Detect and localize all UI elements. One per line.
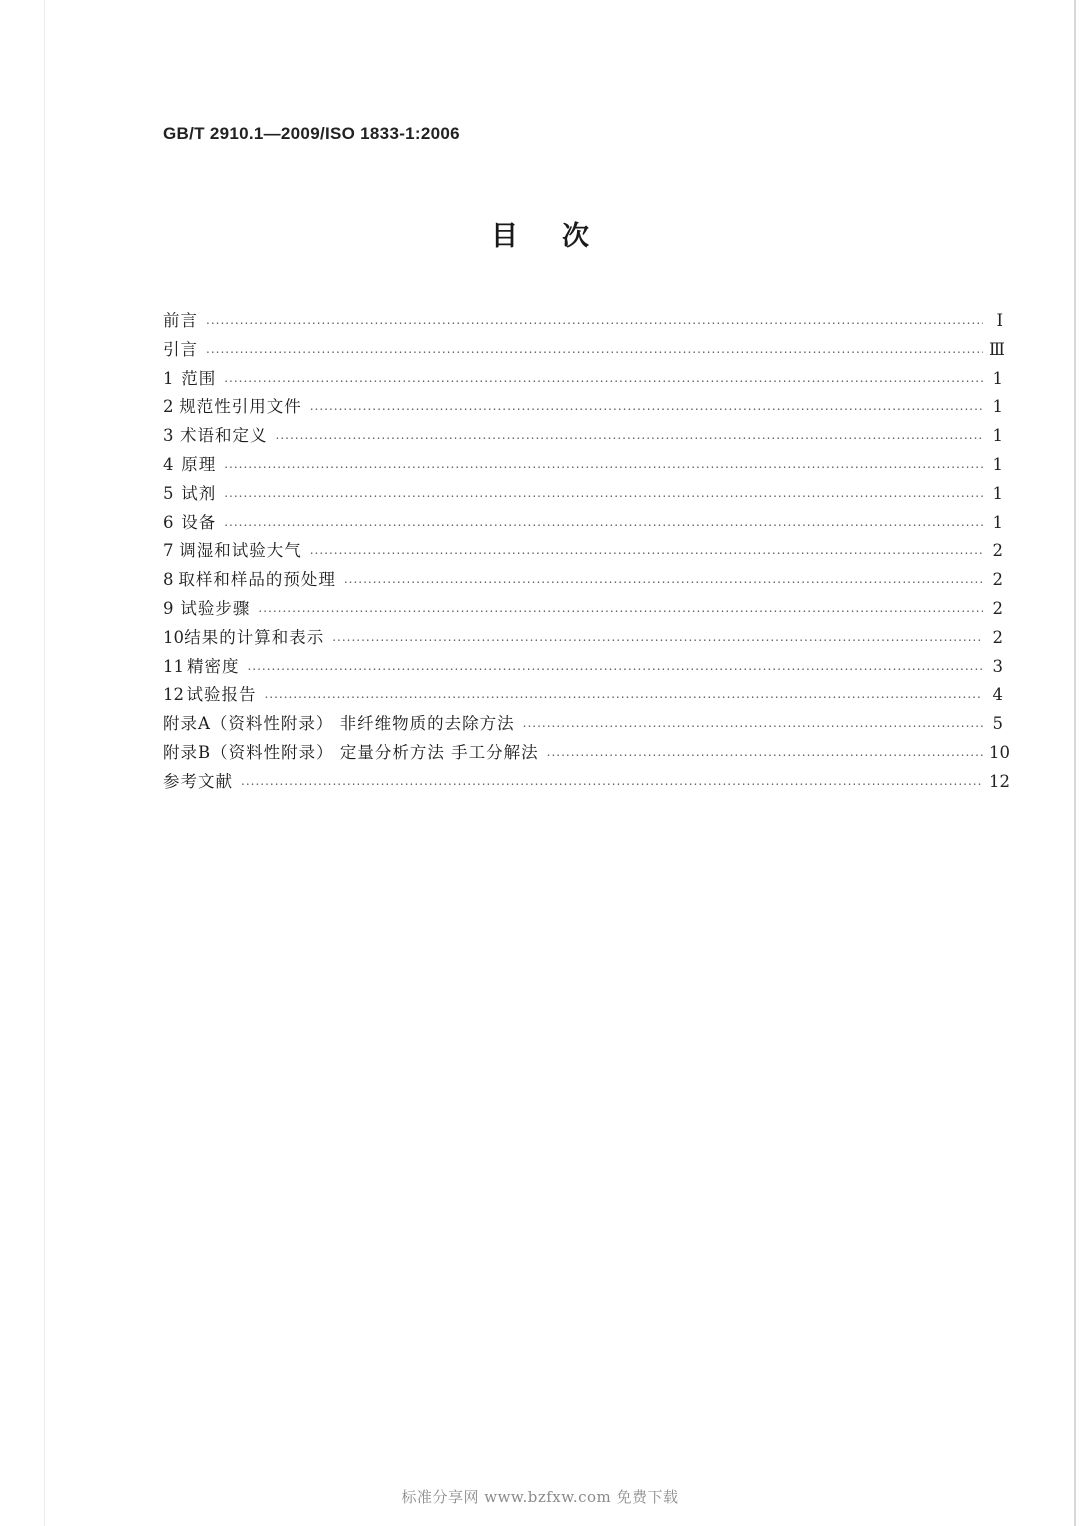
toc-entry-number: 2: [163, 397, 174, 417]
toc-entry-7[interactable]: [163, 537, 1003, 566]
toc-entry-annex-a[interactable]: [163, 710, 1003, 739]
toc-entry-label: 术语和定义: [180, 426, 268, 446]
toc-entry-number: 10: [163, 627, 184, 647]
toc-entry-bibliography[interactable]: [163, 768, 1010, 797]
toc-entry-number: 5: [163, 483, 174, 503]
toc-entry-label: 附录B（资料性附录） 定量分析方法 手工分解法: [163, 742, 539, 762]
dot-leader: [224, 450, 983, 479]
toc-entry-2[interactable]: [163, 393, 1003, 422]
toc-entry-label: 试验报告: [186, 685, 257, 705]
dot-leader: [247, 652, 983, 681]
toc-entry-number: 9: [163, 598, 174, 618]
dot-leader: [344, 565, 983, 594]
toc-entry-number: 12: [163, 685, 184, 705]
toc-entry-4[interactable]: [163, 451, 1003, 480]
toc-entry-page: 2: [992, 570, 1003, 590]
toc-entry-number: 3: [163, 426, 174, 446]
toc-entry-page: 1: [992, 454, 1003, 474]
toc-entry-page: 12: [989, 771, 1010, 791]
dot-leader: [224, 508, 983, 537]
standard-code: GB/T 2910.1—2009/ISO 1833-1:2006: [163, 124, 460, 143]
dot-leader: [241, 767, 983, 796]
dot-leader: [523, 709, 983, 738]
toc-entry-label: 规范性引用文件: [179, 397, 302, 417]
toc-entry-label: 前言: [163, 311, 198, 330]
footer-watermark: 标准分享网 www.bzfxw.com 免费下载: [401, 1488, 679, 1506]
dot-leader: [547, 738, 983, 767]
toc-entry-label: 引言: [163, 339, 198, 359]
toc-entry-label: 取样和样品的预处理: [178, 570, 336, 590]
toc-entry-label: 调湿和试验大气: [179, 541, 302, 561]
toc-entry-page: 1: [992, 512, 1003, 532]
dot-leader: [206, 306, 983, 335]
toc-entry-12[interactable]: [163, 681, 1003, 710]
toc-entry-page: 1: [992, 368, 1003, 388]
toc-title: 目次: [491, 221, 633, 252]
toc-entry-page: 3: [992, 656, 1003, 676]
toc-entry-number: 7: [163, 541, 174, 561]
toc-entry-label: 试验步骤: [180, 598, 251, 618]
dot-leader: [258, 594, 983, 623]
toc-entry-label: 附录A（资料性附录） 非纤维物质的去除方法: [163, 714, 515, 734]
toc-entry-9[interactable]: [163, 595, 1003, 624]
toc-entry-number: 6: [163, 512, 174, 532]
dot-leader: [276, 421, 984, 450]
toc-entry-label: 设备: [181, 512, 217, 532]
toc-entry-label: 参考文献: [163, 771, 233, 791]
toc-entry-page: 2: [992, 541, 1003, 561]
toc-entry-label: 结果的计算和表示: [184, 627, 325, 647]
toc-entry-page: 10: [989, 742, 1010, 762]
dot-leader: [332, 623, 983, 652]
dot-leader: [224, 479, 983, 508]
toc-entry-1[interactable]: [163, 365, 1003, 394]
toc-entry-11[interactable]: [163, 653, 1003, 682]
toc-entry-label: 精密度: [186, 656, 240, 676]
toc-entry-page: 1: [992, 483, 1003, 503]
toc-entry-label: 原理: [181, 454, 217, 474]
toc-entry-6[interactable]: [163, 509, 1003, 538]
toc-entry-page: 1: [992, 426, 1003, 446]
toc-entry-annex-b[interactable]: [163, 739, 1010, 768]
toc-entry-page: 5: [992, 714, 1003, 734]
toc-entry-5[interactable]: [163, 480, 1003, 509]
toc-entry-8[interactable]: [163, 566, 1003, 595]
toc-entry-page: 2: [992, 627, 1003, 647]
toc-entry-number: 11: [163, 656, 184, 676]
toc-entry-label: 范围: [181, 368, 217, 388]
dot-leader: [206, 335, 983, 364]
toc-entry-label: 试剂: [181, 483, 217, 503]
toc-entry-introduction[interactable]: [163, 336, 1003, 365]
dot-leader: [310, 536, 983, 565]
toc-entry-number: 8: [163, 570, 174, 590]
toc-entry-number: 1: [163, 368, 174, 388]
toc-entry-page: 1: [992, 397, 1003, 417]
dot-leader: [264, 680, 983, 709]
dot-leader: [310, 392, 983, 421]
toc-entry-page: 2: [992, 598, 1003, 618]
toc-entry-foreword[interactable]: [163, 307, 1003, 336]
toc-entry-3[interactable]: [163, 422, 1003, 451]
dot-leader: [224, 364, 983, 393]
toc-entry-number: 4: [163, 454, 174, 474]
toc-entry-10[interactable]: [163, 624, 1003, 653]
toc-entry-page: Ⅲ: [989, 339, 1005, 359]
toc-list: [163, 307, 1010, 797]
toc-entry-page: 4: [992, 685, 1003, 705]
toc-entry-page: Ⅰ: [996, 311, 1003, 330]
